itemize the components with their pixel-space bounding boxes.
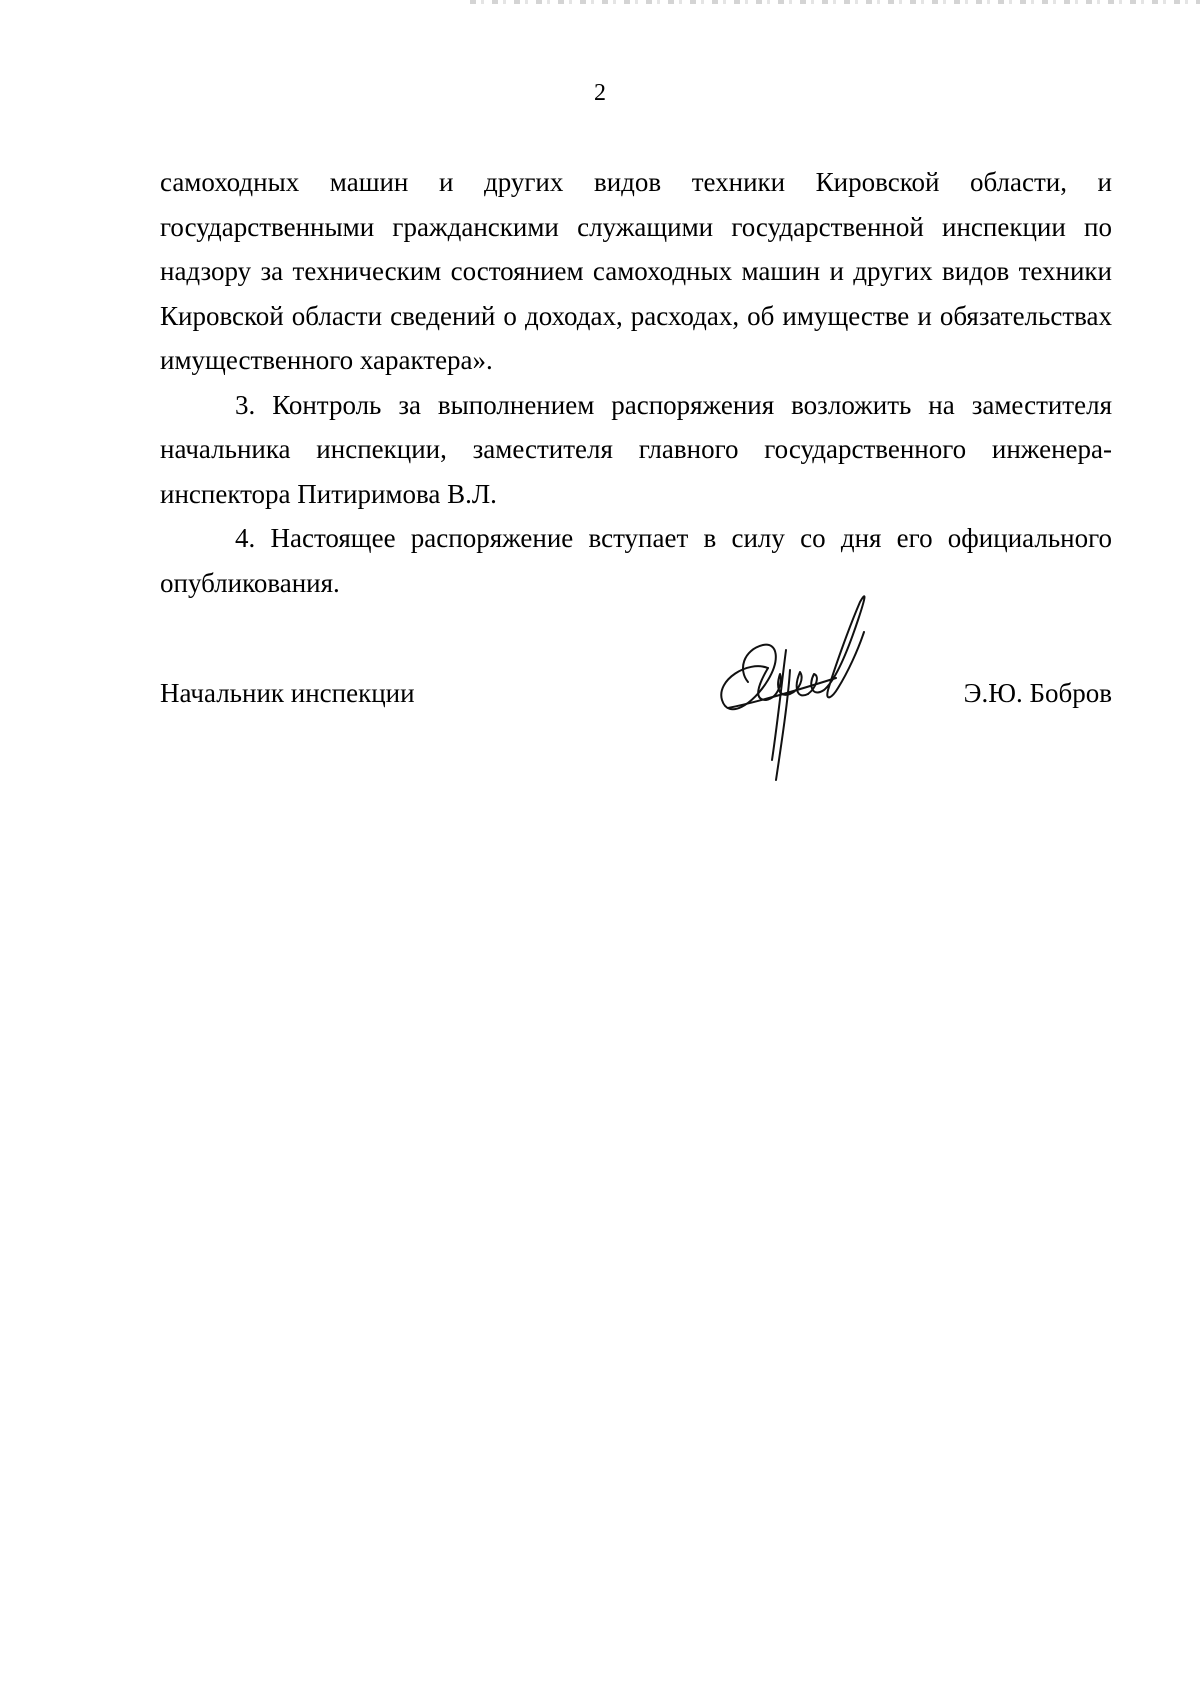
document-body — [160, 160, 1112, 605]
paragraph-continuation: самоходных машин и других видов техники Кировской области, и государственными гражданскими служащими государственной инспекции по надзору за техническим состоянием самоходных машин и других видов техники Кировской области сведений о доходах, расходах, об имуществе и обязательствах имущественного характера». — [160, 167, 1112, 375]
handwritten-signature-icon — [708, 590, 878, 785]
scan-edge-artifact — [470, 0, 1200, 4]
page-number: 2 — [594, 80, 606, 106]
signer-name: Э.Ю. Бобров — [963, 678, 1112, 708]
signer-title: Начальник инспекции — [160, 678, 415, 708]
paragraph-item-3: 3. Контроль за выполнением распоряжения возложить на заместителя начальника инспекции, заместителя главного государственного инженера-инспектора Питиримова В.Л. — [160, 389, 1112, 509]
paragraph-item-4: 4. Настоящее распоряжение вступает в силу со дня его официального опубликования. — [160, 523, 1112, 598]
signature-block — [160, 590, 1112, 790]
